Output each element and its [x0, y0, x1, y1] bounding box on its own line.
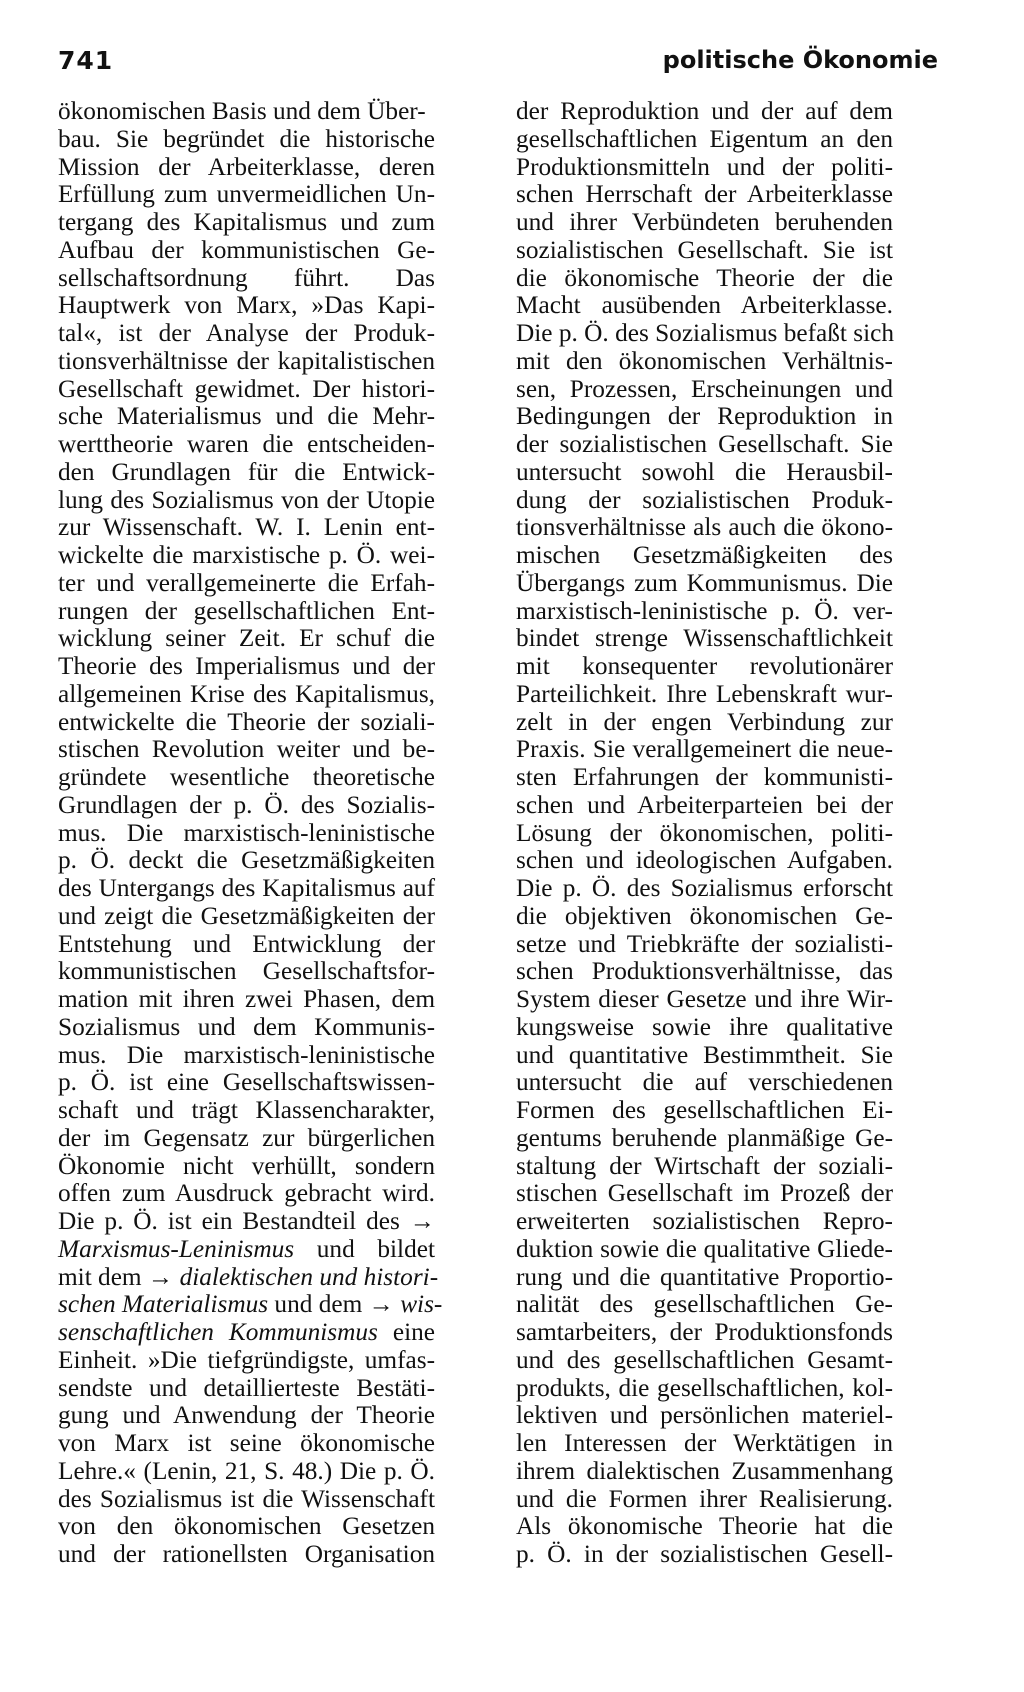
text-line: sche Materialismus und die Mehr-	[58, 402, 435, 431]
text-line: mit den ökonomischen Verhältnis-	[516, 346, 893, 375]
text-line: Hauptwerk von Marx, »Das Kapi-	[58, 291, 435, 320]
text-line: gentums beruhende planmäßige Ge-	[516, 1123, 893, 1152]
text-line: dung der sozialistischen Produk-	[516, 485, 893, 514]
text-line: von Marx ist seine ökonomische	[58, 1429, 435, 1457]
text-line: untersucht sowohl die Herausbil-	[516, 457, 893, 486]
text-line: bau. Sie begründet die historische	[58, 124, 435, 153]
text-line: den Grundlagen für die Entwick-	[58, 457, 435, 486]
text-column-right	[516, 98, 893, 1569]
text-line: schen und ideologischen Aufgaben.	[516, 846, 893, 875]
text-line: Die p. Ö. ist ein Bestandteil des →	[58, 1207, 435, 1235]
text-line: Mission der Arbeiterklasse, deren	[58, 152, 435, 181]
text-line: len Interessen der Werktätigen in	[516, 1429, 893, 1457]
text-line: mit konsequenter revolutionärer	[516, 652, 893, 680]
text-line: Erfüllung zum unvermeidlichen Un-	[58, 180, 435, 209]
text-line: Produktionsmitteln und der politi-	[516, 152, 893, 181]
text-line: ihrem dialektischen Zusammenhang	[516, 1456, 893, 1485]
text-line: wickelte die marxistische p. Ö. wei-	[58, 541, 435, 569]
text-line: Die p. Ö. des Sozialismus erforscht	[516, 874, 893, 902]
text-line: und der rationellsten Organisation	[58, 1540, 435, 1568]
text-line: mus. Die marxistisch-leninistische	[58, 1040, 435, 1069]
text-line: Aufbau der kommunistischen Ge-	[58, 235, 435, 264]
text-line: des Untergangs des Kapitalismus auf	[58, 874, 435, 902]
text-line: Theorie des Imperialismus und der	[58, 652, 435, 680]
text-line: sten Erfahrungen der kommunisti-	[516, 763, 893, 791]
page-number: 741	[58, 46, 114, 75]
text-line: zur Wissenschaft. W. I. Lenin ent-	[58, 513, 435, 542]
text-line: schen Produktionsverhältnisse, das	[516, 957, 893, 986]
text-line: Übergangs zum Kommunismus. Die	[516, 568, 893, 597]
text-line: mus. Die marxistisch-leninistische	[58, 818, 435, 847]
text-line: duktion sowie die qualitative Gliede-	[516, 1234, 893, 1263]
text-line: Die p. Ö. des Sozialismus befaßt sich	[516, 319, 894, 347]
text-line: des Sozialismus ist die Wissenschaft	[58, 1484, 435, 1513]
text-line: staltung der Wirtschaft der soziali-	[516, 1151, 893, 1180]
text-line: gung und Anwendung der Theorie	[58, 1401, 435, 1430]
text-line: sozialistischen Gesellschaft. Sie ist	[516, 235, 893, 264]
text-line: p. Ö. deckt die Gesetzmäßigkeiten	[58, 846, 435, 875]
text-line: und zeigt die Gesetzmäßigkeiten der	[58, 901, 435, 930]
text-line: tergang des Kapitalismus und zum	[58, 208, 435, 236]
text-line: setze und Triebkräfte der sozialisti-	[516, 929, 893, 958]
text-line: mation mit ihren zwei Phasen, dem	[58, 985, 435, 1013]
text-line: tionsverhältnisse der kapitalistischen	[58, 346, 435, 375]
text-line: Gesellschaft gewidmet. Der histori-	[58, 374, 435, 403]
text-line: Parteilichkeit. Ihre Lebenskraft wur-	[516, 679, 893, 708]
text-line: Grundlagen der p. Ö. des Sozialis-	[58, 790, 435, 819]
text-line: untersucht die auf verschiedenen	[516, 1068, 893, 1097]
text-line: schaft und trägt Klassencharakter,	[58, 1096, 435, 1124]
text-line: bindet strenge Wissenschaftlichkeit	[516, 624, 893, 653]
text-line: samtarbeiters, der Produktionsfonds	[516, 1318, 893, 1346]
text-line: Bedingungen der Reproduktion in	[516, 402, 893, 431]
text-line: schen Herrschaft der Arbeiterklasse	[516, 180, 893, 209]
text-line: Als ökonomische Theorie hat die	[516, 1512, 893, 1541]
text-line: entwickelte die Theorie der soziali-	[58, 707, 435, 736]
text-line: wicklung seiner Zeit. Er schuf die	[58, 624, 435, 653]
text-line: ökonomischen Basis und dem Über-	[58, 97, 426, 125]
text-line: und quantitative Bestimmtheit. Sie	[516, 1040, 893, 1069]
text-line: Entstehung und Entwicklung der	[58, 929, 435, 958]
text-line: kommunistischen Gesellschaftsfor-	[58, 957, 435, 986]
text-line: p. Ö. ist eine Gesellschaftswissen-	[58, 1068, 435, 1097]
text-line: sen, Prozessen, Erscheinungen und	[516, 374, 893, 403]
text-line: schen Materialismus und dem → wis-	[58, 1290, 443, 1319]
text-line: und die Formen ihrer Realisierung.	[516, 1484, 893, 1513]
text-line: ter und verallgemeinerte die Erfah-	[58, 568, 435, 597]
text-line: die objektiven ökonomischen Ge-	[516, 901, 893, 930]
text-line: Marxismus-Leninismus und bildet	[58, 1234, 435, 1263]
text-line: marxistisch-leninistische p. Ö. ver-	[516, 596, 893, 625]
text-line: werttheorie waren die entscheiden-	[58, 430, 435, 458]
text-column-left	[58, 97, 443, 1569]
text-line: tionsverhältnisse als auch die ökono-	[516, 513, 893, 542]
text-line: sellschaftsordnung führt. Das	[58, 263, 435, 292]
text-line: System dieser Gesetze und ihre Wir-	[516, 985, 893, 1013]
text-line: rung und die quantitative Proportio-	[516, 1262, 893, 1291]
text-line: senschaftlichen Kommunismus eine	[58, 1318, 435, 1346]
text-line: lung des Sozialismus von der Utopie	[58, 485, 435, 514]
text-line: Praxis. Sie verallgemeinert die neue-	[516, 735, 893, 764]
running-head: politische Ökonomie	[662, 46, 938, 74]
text-line: mit dem → dialektischen und histori-	[58, 1262, 439, 1291]
text-line: Einheit. »Die tiefgründigste, umfas-	[58, 1345, 435, 1374]
text-line: stischen Revolution weiter und be-	[58, 735, 435, 764]
text-line: gesellschaftlichen Eigentum an den	[516, 124, 893, 153]
text-line: von den ökonomischen Gesetzen	[58, 1512, 435, 1541]
text-line: lektiven und persönlichen materiel-	[516, 1401, 893, 1430]
text-line: und des gesellschaftlichen Gesamt-	[516, 1345, 893, 1374]
text-line: zelt in der engen Verbindung zur	[516, 707, 893, 736]
text-line: erweiterten sozialistischen Repro-	[516, 1207, 893, 1235]
text-line: kungsweise sowie ihre qualitative	[516, 1012, 893, 1041]
text-line: Macht ausübenden Arbeiterklasse.	[516, 291, 893, 320]
text-line: der im Gegensatz zur bürgerlichen	[58, 1123, 435, 1152]
text-line: allgemeinen Krise des Kapitalismus,	[58, 679, 435, 708]
text-line: stischen Gesellschaft im Prozeß der	[516, 1179, 893, 1208]
text-line: sendste und detaillierteste Bestäti-	[58, 1373, 435, 1402]
text-line: Sozialismus und dem Kommunis-	[58, 1012, 435, 1041]
text-line: tal«, ist der Analyse der Produk-	[58, 319, 435, 347]
text-line: Formen des gesellschaftlichen Ei-	[516, 1096, 893, 1124]
text-line: mischen Gesetzmäßigkeiten des	[516, 541, 893, 569]
text-line: nalität des gesellschaftlichen Ge-	[516, 1290, 893, 1319]
text-line: Ökonomie nicht verhüllt, sondern	[58, 1151, 435, 1180]
text-line: produkts, die gesellschaftlichen, kol-	[516, 1373, 893, 1402]
page-header	[58, 46, 938, 82]
text-line: offen zum Ausdruck gebracht wird.	[58, 1179, 435, 1208]
text-line: Lehre.« (Lenin, 21, S. 48.) Die p. Ö.	[58, 1456, 435, 1485]
text-line: rungen der gesellschaftlichen Ent-	[58, 596, 435, 625]
text-line: und ihrer Verbündeten beruhenden	[516, 208, 893, 236]
text-line: Lösung der ökonomischen, politi-	[516, 818, 893, 847]
text-line: p. Ö. in der sozialistischen Gesell-	[516, 1540, 893, 1568]
text-line: der sozialistischen Gesellschaft. Sie	[516, 430, 893, 458]
text-line: gründete wesentliche theoretische	[58, 763, 435, 791]
text-line: der Reproduktion und der auf dem	[516, 97, 893, 125]
text-line: schen und Arbeiterparteien bei der	[516, 790, 893, 819]
text-line: die ökonomische Theorie der die	[516, 263, 893, 292]
